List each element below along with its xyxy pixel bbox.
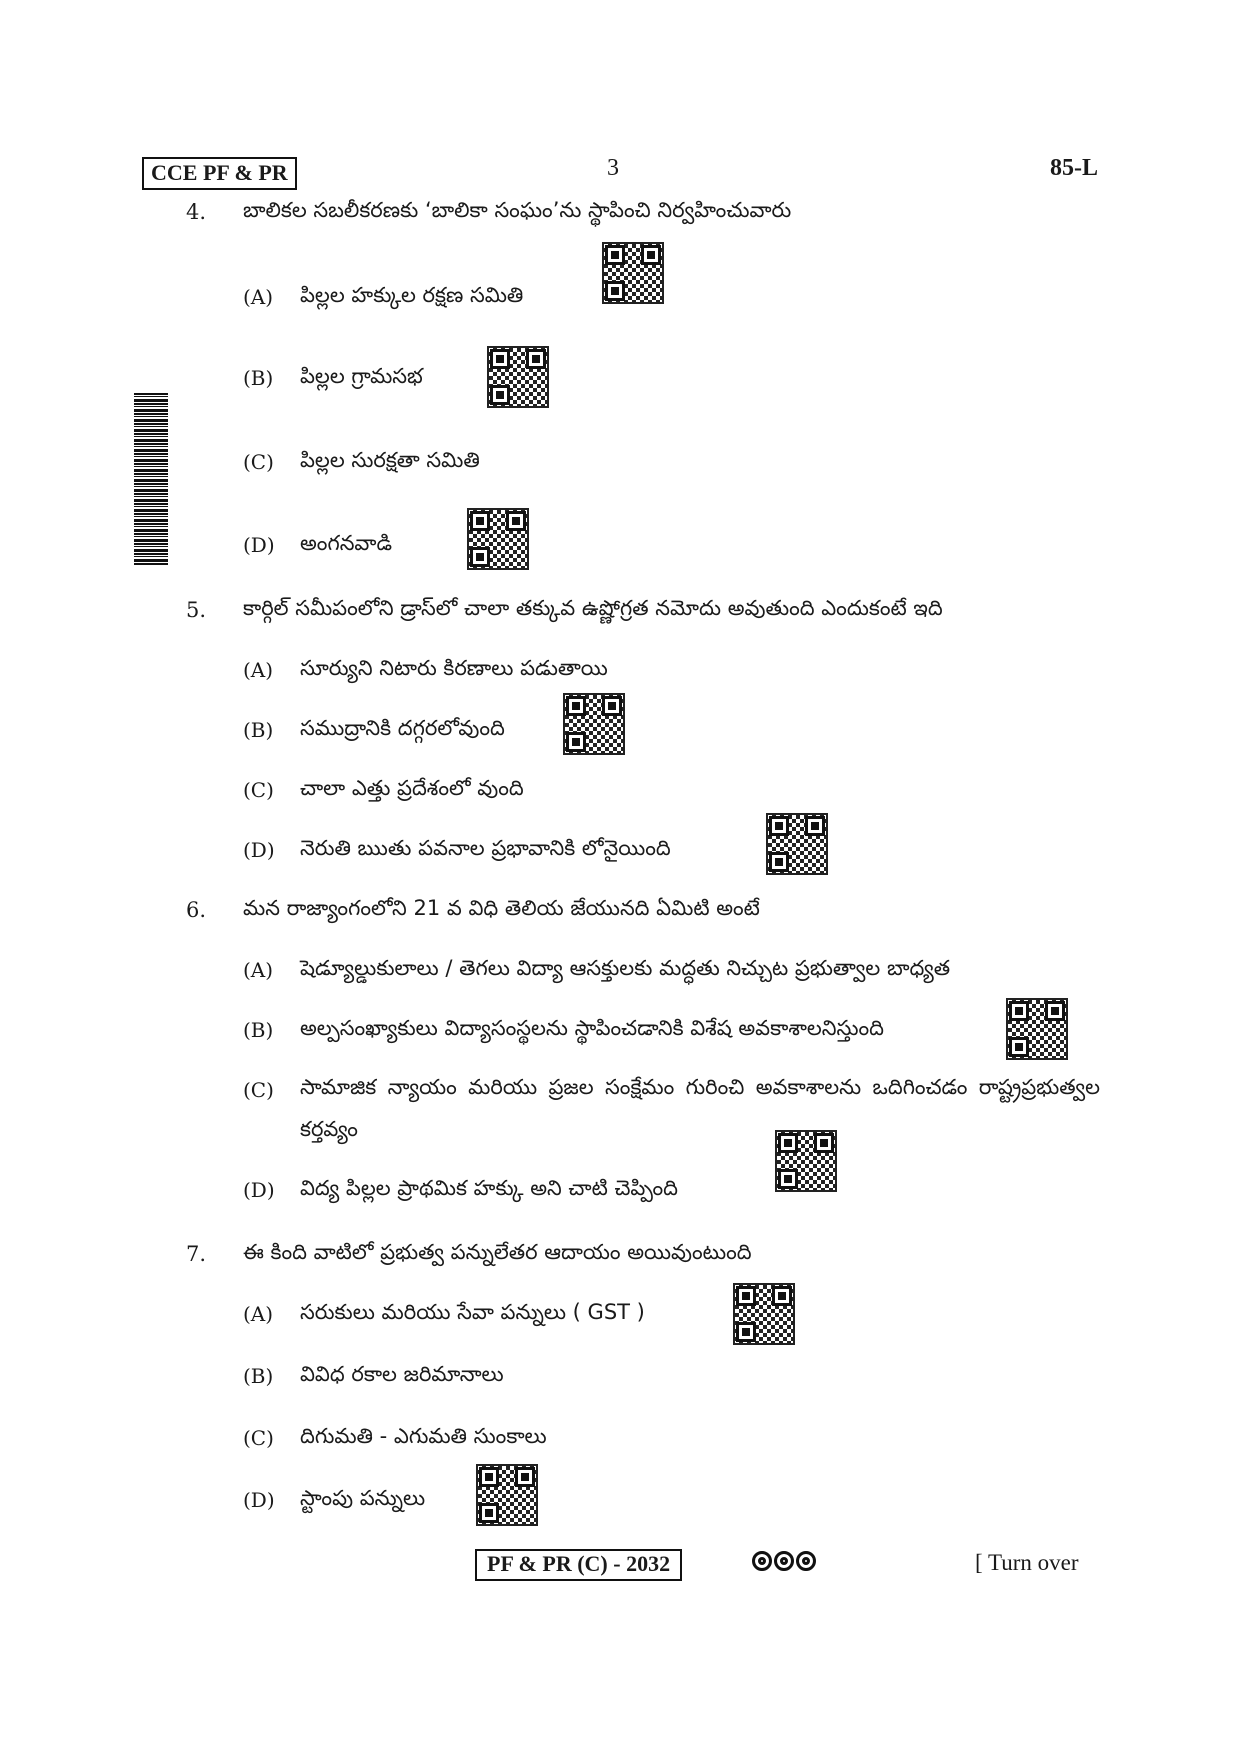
qr-code-icon bbox=[563, 693, 625, 755]
q4-option-b-letter: (B) bbox=[243, 366, 274, 390]
registration-marks bbox=[752, 1551, 816, 1571]
q4-option-d-letter: (D) bbox=[243, 533, 275, 557]
q4-option-b-text: పిల్లల గ్రామసభ bbox=[300, 364, 423, 388]
barcode-image bbox=[134, 393, 168, 565]
q5-option-c-letter: (C) bbox=[243, 778, 274, 802]
qr-code-icon bbox=[467, 508, 529, 570]
question-5-number: 5. bbox=[186, 598, 207, 622]
q5-option-b-text: సముద్రానికి దగ్గరలోవుంది bbox=[300, 716, 505, 740]
q6-option-b-text: అల్పసంఖ్యాకులు విద్యాసంస్థలను స్థాపించడానికి విశేష అవకాశాలనిస్తుంది bbox=[300, 1016, 884, 1040]
qr-code-icon bbox=[476, 1464, 538, 1526]
q4-option-a-letter: (A) bbox=[243, 285, 274, 309]
q7-option-a-text: సరుకులు మరియు సేవా పన్నులు ( GST ) bbox=[300, 1300, 645, 1324]
q5-option-d-text: నెరుతి ఋతు పవనాల ప్రభావానికి లోనైయింది bbox=[300, 836, 671, 860]
turn-over-note: [ Turn over bbox=[975, 1550, 1079, 1575]
question-4-number: 4. bbox=[186, 200, 207, 224]
q5-option-c-text: చాలా ఎత్తు ప్రదేశంలో వుంది bbox=[300, 776, 524, 800]
q6-option-a-letter: (A) bbox=[243, 958, 274, 982]
q4-option-d-text: అంగనవాడి bbox=[300, 531, 392, 555]
page-number: 3 bbox=[607, 155, 619, 181]
qr-code-icon bbox=[487, 346, 549, 408]
question-7-text: ఈ కింది వాటిలో ప్రభుత్వ పన్నులేతర ఆదాయం అయివుంటుంది bbox=[243, 1240, 752, 1264]
q5-option-a-letter: (A) bbox=[243, 658, 274, 682]
question-6-text: మన రాజ్యాంగంలోని 21 వ విధి తెలియ జేయునది ఏమిటి అంటే bbox=[243, 896, 760, 920]
q5-option-a-text: సూర్యుని నిటారు కిరణాలు పడుతాయి bbox=[300, 656, 608, 680]
qr-code-icon bbox=[766, 813, 828, 875]
q6-option-c-letter: (C) bbox=[243, 1078, 274, 1102]
q7-option-c-text: దిగుమతి - ఎగుమతి సుంకాలు bbox=[300, 1424, 547, 1448]
qr-code-icon bbox=[775, 1130, 837, 1192]
q7-option-b-text: వివిధ రకాల జరిమానాలు bbox=[300, 1362, 504, 1386]
q6-option-d-text: విద్య పిల్లల ప్రాథమిక హక్కు అని చాటి చెప్పింది bbox=[300, 1176, 678, 1200]
q7-option-d-letter: (D) bbox=[243, 1488, 275, 1512]
question-7-number: 7. bbox=[186, 1242, 207, 1266]
q7-option-b-letter: (B) bbox=[243, 1364, 274, 1388]
question-5-text: కార్గిల్ సమీపంలోని డ్రాస్‌లో చాలా తక్కువ ఉష్ణోగ్రత నమోదు అవుతుంది ఎందుకంటే ఇది bbox=[243, 596, 943, 620]
q6-option-a-text: షెడ్యూల్డుకులాలు / తెగలు విద్యా ఆసక్తులకు మద్ధతు నిచ్చుట ప్రభుత్వాల బాధ్యత bbox=[300, 956, 951, 980]
question-4-text: బాలికల సబలీకరణకు ‘బాలికా సంఘం’ను స్థాపించి నిర్వహించువారు bbox=[243, 198, 792, 222]
q4-option-a-text: పిల్లల హక్కుల రక్షణ సమితి bbox=[300, 283, 524, 307]
q7-option-a-letter: (A) bbox=[243, 1302, 274, 1326]
qr-code-icon bbox=[1006, 998, 1068, 1060]
q5-option-d-letter: (D) bbox=[243, 838, 275, 862]
q6-option-c-text: సామాజిక న్యాయం మరియు ప్రజల సంక్షేమం గురించి అవకాశాలను ఒదిగించడం రాష్ట్రప్రభుత్వల కర్తవ్యం bbox=[300, 1075, 1100, 1141]
q7-option-d-text: స్టాంపు పన్నులు bbox=[300, 1486, 426, 1510]
q4-option-c-text: పిల్లల సురక్షతా సమితి bbox=[300, 448, 480, 472]
q5-option-b-letter: (B) bbox=[243, 718, 274, 742]
q4-option-c-letter: (C) bbox=[243, 450, 274, 474]
circle-mark-icon bbox=[774, 1551, 794, 1571]
q6-option-d-letter: (D) bbox=[243, 1178, 275, 1202]
question-6-number: 6. bbox=[186, 898, 207, 922]
circle-mark-icon bbox=[752, 1551, 772, 1571]
q7-option-c-letter: (C) bbox=[243, 1426, 274, 1450]
circle-mark-icon bbox=[796, 1551, 816, 1571]
paper-id: 85-L bbox=[1050, 155, 1098, 181]
footer-code: PF & PR (C) - 2032 bbox=[475, 1549, 682, 1581]
qr-code-icon bbox=[733, 1283, 795, 1345]
qr-code-icon bbox=[602, 242, 664, 304]
header-code: CCE PF & PR bbox=[142, 157, 297, 190]
q6-option-b-letter: (B) bbox=[243, 1018, 274, 1042]
